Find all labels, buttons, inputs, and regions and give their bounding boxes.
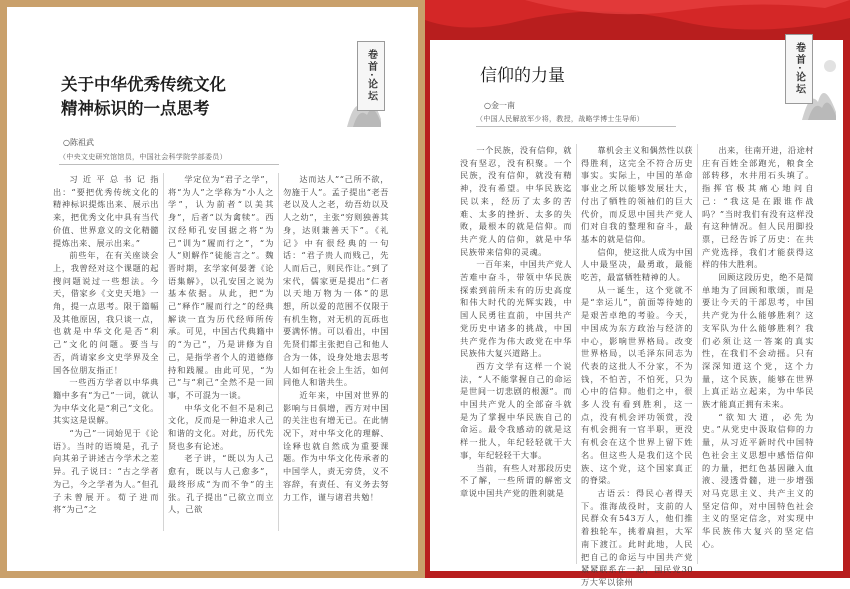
paragraph: “欲知大道，必先为史。”从党史中汲取信仰的力量，从习近平新时代中国特色社会主义思想中感悟信仰的力量，把红色基因融入血液、浸透骨髓，进一步增强对马克思主义、共产主义的坚定信仰，对中国特色社会主义的坚定信念，对实现中华民族伟大复兴的坚定信心。 xyxy=(702,411,814,549)
paragraph: 一个民族，没有信仰，就没有坚忍，没有积聚。一个民族，没有信仰，就没有精神，没有希望。中华民族迄民以来，经历了太多的苦难、太多的挫折、太多的失败，最根本的就是信仰。而共产党人的信仰，就是中华民族带来信仰的灵魂。 xyxy=(460,145,572,257)
paragraph: “为己”一词始见于《论语》。当时的语境是，孔子向其弟子讲述古今学术之差异。孔子说曰：“古之学者为己，今之学者为人。”但孔子未曾展开。荀子进而将“为己”之 xyxy=(53,428,159,515)
author: ○陈祖武 xyxy=(63,138,94,147)
paragraph: 学定位为“君子之学”，将“为人”之学称为“小人之学”，认为前者“以美其身”，后者“以为禽犊”。西汉经师孔安国据之将“为己”训为“履而行之”，“为人”则解作“徒能言之”。魏晋时期，玄学家何晏著《论语集解》，以孔安国之说为基本依据。从此，把“为己”释作“履而行之”的经典解读一直为历代经师所传承。可见，中国古代典籍中的“为己”，乃是讲修为自己，是指学者个人的道德修持和践履。由此可见，“为己”与“利己”全然不是一回事，不可混为一谈。 xyxy=(168,174,274,400)
title-line: 关于中华优秀传统文化 xyxy=(61,75,226,94)
paragraph: 近年来，中国对世界的影响与日俱增，西方对中国的关注也有增无已。在此情况下，对中华文化的理解、诠释也就自然成为重要课题。作为中华文化传承者的中国学人，责无旁贷，义不容辞，有责任、有义务去努力工作，谨与诸君共勉！ xyxy=(283,389,389,502)
paragraph: 回顾这段历史，绝不是简单地为了回顾和歌颂，而是要让今天的干部思考，中国共产党为什么能够胜利？这支军队为什么能够胜利？我们必须让这一答案的真实性，在我们不会动摇。只有深深知道这个党，这个力量，这个民族，能够在世界上真正站立起来，为中华民族才能真正拥有未来。 xyxy=(702,272,814,410)
column-divider xyxy=(576,144,577,564)
paragraph: 达而达人”“己所不欲，勿施于人”。孟子提出“老吾老以及人之老，幼吾幼以及人之幼”，主张“穷则独善其身，达则兼善天下”。《礼记》中有很经典的一句话：“君子贵人而贱己，先人而后己，则民作让。”到了宋代，儒家更是提出“仁者以天地万物为一体”的思想，所以爱的范围不仅限于有机生物，对无机的瓦砾也要满怀情。可以看出，中国先贤们都主张把自己和他人合为一体，设身处地去思考人如何在社会上生活，如何同他人和谐共生。 xyxy=(283,174,389,388)
right-sheet xyxy=(430,40,843,587)
paragraph: 古语云：得民心者得天下。淮海战役时，支前的人民群众有543万人，他们推着独轮车，挑着扁担，大军南下渡江。此时此地，人民把自己的命运与中国共产党紧紧联系在一起，国民党30万大军以徐州 xyxy=(581,487,693,587)
affiliation: （中央文史研究馆馆员，中国社会科学院学部委员） xyxy=(59,153,227,161)
paragraph: 老子讲，“既以为人己愈有，既以与人己愈多”，最终形成“为而不争”的主张。孔子提出“己欲立而立人，己欲 xyxy=(168,453,274,515)
text-column xyxy=(702,144,814,564)
paragraph: 从一诞生，这个党就不是“幸运儿”，前面等待她的是艰苦卓绝的考验。今天，中国成为东方政治与经济的中心，影响世界格局。改变世界格局，以毛泽东同志为代表的这批人不分家，不为钱，不怕苦，不怕死，只为心中的信仰。他们之中，很多人没有看到胜利，这一点，没有机会评功领赏，没有机会拥有一官半职，更没有机会在这个世界上留下姓名。但这些人是我们这个民族、这个党，这个国家真正的脊梁。 xyxy=(581,284,693,486)
paragraph: 信仰，使这批人成为中国人中最坚决，最勇敢，最能吃苦，最富牺牲精神的人。 xyxy=(581,246,693,283)
column-tag: 卷首·论坛 xyxy=(357,41,385,111)
title-line: 精神标识的一点思考 xyxy=(61,98,210,118)
right-page xyxy=(425,0,850,587)
text-column xyxy=(581,144,693,587)
text-column xyxy=(53,173,159,531)
column-tag: 卷首·论坛 xyxy=(785,34,813,104)
paragraph: 当前，有些人对那段历史不了解，一些所谓的解密文章说中国共产党的胜利就是 xyxy=(460,462,572,498)
left-sheet xyxy=(7,7,418,571)
column-divider xyxy=(697,144,698,564)
paragraph: 靠机会主义和偶然性以获得胜利，这完全不符合历史事实。实际上，中国的革命事业之所以能够发展壮大，付出了牺牲的领袖们的巨大代价，而反思中国共产党人们对自我的整理和奋斗，最基本的就是信仰。 xyxy=(581,145,693,244)
column-divider xyxy=(278,173,279,531)
body-columns xyxy=(53,173,393,531)
divider xyxy=(476,126,676,127)
paragraph: 习近平总书记指出：“要把优秀传统文化的精神标识提炼出来、展示出来，把优秀文化中具有当代价值、世界意义的文化精髓提炼出来、展示出来。” xyxy=(53,174,159,248)
article-title: 信仰的力量 xyxy=(480,66,565,86)
affiliation: （中国人民解放军少将，教授，战略学博士生导师） xyxy=(476,115,644,123)
paragraph: 西方文学有这样一个说法，“人不能掌握自己的命运是世间一切悲剧的根源”。而中国共产党人的全部奋斗就是为了掌握中华民族自己的命运。最令我感动的就是这样一批人，年纪轻轻就干大事，年纪轻轻干大事。 xyxy=(460,360,572,460)
paragraph: 一百年来，中国共产党人苦难中奋斗，带领中华民族探索到前所未有的历史高度和伟大时代的光辉实践，中国人民勇往直前，中国共产党历史中诸多的挑战，中国共产党作为伟大政党在中华民族伟大复兴道路上。 xyxy=(460,259,572,359)
body-columns xyxy=(460,144,820,587)
left-page xyxy=(0,0,425,578)
author: ○金一南 xyxy=(484,101,515,110)
paragraph: 出来，往南开进，沿途村庄有百姓全部跑光，粮食全部转移，水井用石头填了。指挥官极其痛心地问自己：“我这是在跟谁作战吗？”当时我们有没有这样没有这种情况。但人民用脚投票，已经告诉了历史：在共产党选择，我们才能获得这样的伟大胜利。 xyxy=(702,145,814,270)
column-divider xyxy=(163,173,164,531)
paragraph: 中华文化不但不是利己文化，反而是一种追求人己和谐的文化。对此，历代先贤也多有论述。 xyxy=(168,402,274,451)
text-column xyxy=(460,144,572,564)
paragraph: 一些西方学者以中华典籍中多有“为己”一词，就认为中华文化是“利己”文化。其实这是误解。 xyxy=(53,377,159,426)
divider xyxy=(59,164,279,165)
article-title xyxy=(61,73,226,121)
text-column xyxy=(283,173,389,531)
text-column xyxy=(168,173,274,531)
paragraph: 前些年，在有关座谈会上，我曾经对这个课题的起搜问题说过一些想法。今天，借家乡《文史天地》一角，提一点思考。限于篇幅及其他原因，我只谈一点，也就是中华文化是否“利己”文化的问题。要当与否，尚请家乡文史学界及全国各位朋友指正！ xyxy=(53,250,159,375)
